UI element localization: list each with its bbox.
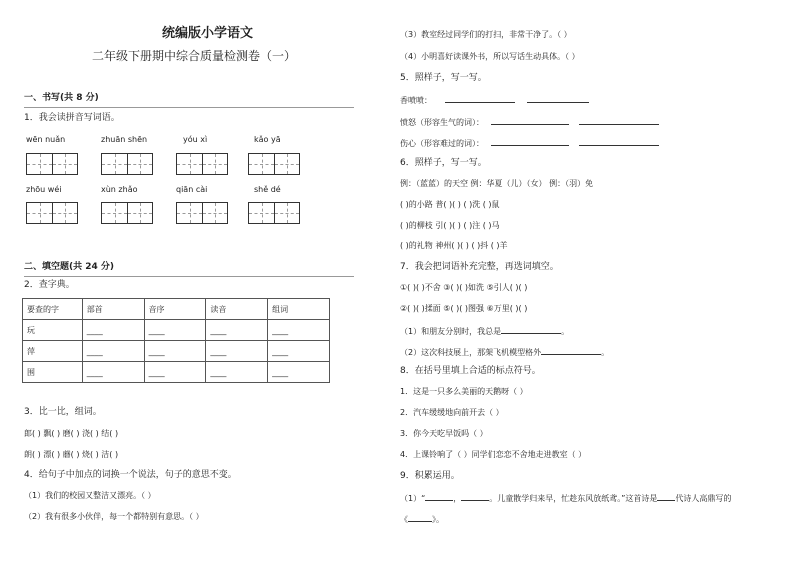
table-cell[interactable]: ____ xyxy=(206,320,268,341)
q6-row[interactable]: ( )的小路 普( )( ) ( )洗 ( )鼠 xyxy=(400,200,500,209)
q6-row[interactable]: ( )的礼物 神州( )( ) ( )抖 ( )羊 xyxy=(400,241,508,250)
pinyin-2: zhuān shēn xyxy=(101,135,148,144)
table-header-cell: 要查的字 xyxy=(23,299,83,320)
answer-blank[interactable] xyxy=(657,493,675,501)
q7-fill xyxy=(400,347,609,357)
writing-grid[interactable] xyxy=(26,153,78,175)
pinyin-7: qiān cài xyxy=(176,185,208,194)
answer-blank[interactable] xyxy=(408,514,432,522)
q8-item[interactable]: 3．你今天吃早饭吗（ ） xyxy=(400,429,488,438)
q9-text: 。儿童散学归来早，忙趁东风放纸鸢。”这首诗是 xyxy=(489,494,658,503)
q2-prompt: 2．查字典。 xyxy=(24,280,75,290)
table-cell[interactable]: ____ xyxy=(206,362,268,383)
writing-grid[interactable] xyxy=(248,202,300,224)
q3-row1[interactable]: 郎( ) 飘( ) 磨( ) 浇( ) 结( ) xyxy=(24,429,119,438)
table-cell[interactable]: ____ xyxy=(144,362,206,383)
table-cell[interactable]: ____ xyxy=(144,341,206,362)
table-row xyxy=(23,362,330,383)
table-cell[interactable]: ____ xyxy=(268,341,330,362)
q9-line xyxy=(400,493,731,503)
table-header-cell: 读音 xyxy=(206,299,268,320)
q9-text: 代诗人高鼎写的 xyxy=(675,494,732,503)
answer-blank[interactable] xyxy=(579,117,659,125)
answer-blank[interactable] xyxy=(491,138,569,146)
q9-text: （1）“ xyxy=(400,494,426,503)
writing-grid[interactable] xyxy=(248,153,300,175)
q7-prompt: 7．我会把词语补充完整，再选词填空。 xyxy=(400,262,559,272)
answer-blank[interactable] xyxy=(527,95,589,103)
q9-text: 》。 xyxy=(432,515,444,524)
q3-prompt: 3．比一比，组词。 xyxy=(24,407,102,417)
table-row xyxy=(23,320,330,341)
table-cell[interactable]: ____ xyxy=(82,341,144,362)
q6-prompt: 6．照样子，写一写。 xyxy=(400,158,487,168)
answer-blank[interactable] xyxy=(541,347,601,355)
section2-heading: 二、填空题(共 24 分) xyxy=(24,262,115,272)
q6-row[interactable]: ( )的柳枝 引( )( ) ( )注 ( )马 xyxy=(400,221,500,230)
q9-text: ， xyxy=(453,494,462,503)
pinyin-5: zhōu wéi xyxy=(26,185,62,194)
q6-example: 例：（蓝蓝）的天空 例：华夏（儿）（女） 例：（羽）免 xyxy=(400,179,594,188)
table-cell[interactable]: ____ xyxy=(144,320,206,341)
table-header-cell: 组词 xyxy=(268,299,330,320)
q5-line-label: 愤怒（形容生气的词）： xyxy=(400,118,484,127)
answer-blank[interactable] xyxy=(461,493,489,501)
q7-fill-text: （2）这次科技展上，那架飞机模型格外 xyxy=(400,348,542,357)
writing-grid[interactable] xyxy=(176,153,228,175)
q7-fill xyxy=(400,326,569,336)
q4-item[interactable]: （4）小明喜好读课外书，所以写话生动具体。（ ） xyxy=(400,52,580,61)
q9-prompt: 9．积累运用。 xyxy=(400,471,460,481)
pinyin-8: shě dé xyxy=(254,185,281,194)
q7-fill-text: （1）和朋友分别时，我总是 xyxy=(400,327,502,336)
q8-item[interactable]: 4．上课铃响了（ ）同学们恋恋不舍地走进教室（ ） xyxy=(400,450,587,459)
q9-text: 《 xyxy=(400,515,408,524)
table-cell: 玩 xyxy=(23,320,83,341)
page-title: 统编版小学语文 xyxy=(162,26,254,41)
answer-blank[interactable] xyxy=(425,493,453,501)
q4-item[interactable]: （1）我们的校园又整洁又漂亮。（ ） xyxy=(24,491,156,500)
table-header-cell: 部首 xyxy=(82,299,144,320)
q5-prompt: 5．照样子，写一写。 xyxy=(400,73,487,83)
q5-line xyxy=(400,138,659,148)
writing-grid[interactable] xyxy=(26,202,78,224)
q5-example-label: 香喷喷： xyxy=(400,96,432,105)
q7-fill-text: 。 xyxy=(561,327,570,336)
q7-row[interactable]: ②( )( )揉面 ⑤( )( )图强 ⑥万里( )( ) xyxy=(400,304,528,313)
q8-prompt: 8．在括号里填上合适的标点符号。 xyxy=(400,366,541,376)
q4-prompt: 4．给句子中加点的词换一个说法，句子的意思不变。 xyxy=(24,470,237,480)
pinyin-3: yóu xì xyxy=(183,135,208,144)
pinyin-1: wēn nuǎn xyxy=(26,135,66,144)
table-cell: 围 xyxy=(23,362,83,383)
table-row xyxy=(23,341,330,362)
table-cell[interactable]: ____ xyxy=(206,341,268,362)
table-cell: 萍 xyxy=(23,341,83,362)
q5-example xyxy=(400,95,589,105)
writing-grid[interactable] xyxy=(101,202,153,224)
table-cell[interactable]: ____ xyxy=(268,320,330,341)
answer-blank[interactable] xyxy=(579,138,659,146)
q5-line xyxy=(400,117,659,127)
writing-grid[interactable] xyxy=(101,153,153,175)
section1-heading: 一、书写(共 8 分) xyxy=(24,93,99,103)
answer-blank[interactable] xyxy=(491,117,569,125)
q9-line xyxy=(400,514,444,524)
answer-blank[interactable] xyxy=(445,95,515,103)
section1-divider xyxy=(24,107,354,108)
page-subtitle: 二年级下册期中综合质量检测卷（一） xyxy=(92,49,297,63)
table-header-cell: 音序 xyxy=(144,299,206,320)
pinyin-4: kǎo yā xyxy=(254,135,281,144)
q3-row2[interactable]: 朗( ) 漂( ) 蘑( ) 烧( ) 洁( ) xyxy=(24,450,119,459)
table-cell[interactable]: ____ xyxy=(82,320,144,341)
q4-item[interactable]: （2）我有很多小伙伴，每一个都特别有意思。（ ） xyxy=(24,512,204,521)
section2-divider xyxy=(24,276,354,277)
table-cell[interactable]: ____ xyxy=(82,362,144,383)
q8-item[interactable]: 2．汽车缓缓地向前开去（ ） xyxy=(400,408,504,417)
pinyin-6: xùn zhǎo xyxy=(101,185,138,194)
q4-item[interactable]: （3）教室经过同学们的打扫，非常干净了。（ ） xyxy=(400,30,572,39)
q5-line-label: 伤心（形容难过的词）： xyxy=(400,139,484,148)
q7-row[interactable]: ①( )( )不舍 ③( )( )如洗 ⑤引人( )( ) xyxy=(400,283,528,292)
table-header-row xyxy=(23,299,330,320)
dictionary-table xyxy=(22,298,330,383)
q7-fill-text: 。 xyxy=(601,348,610,357)
writing-grid[interactable] xyxy=(176,202,228,224)
answer-blank[interactable] xyxy=(501,326,561,334)
table-cell[interactable]: ____ xyxy=(268,362,330,383)
q1-prompt: 1．我会读拼音写词语。 xyxy=(24,113,120,123)
q8-item[interactable]: 1．这是一只多么美丽的天鹅呀（ ） xyxy=(400,387,528,396)
